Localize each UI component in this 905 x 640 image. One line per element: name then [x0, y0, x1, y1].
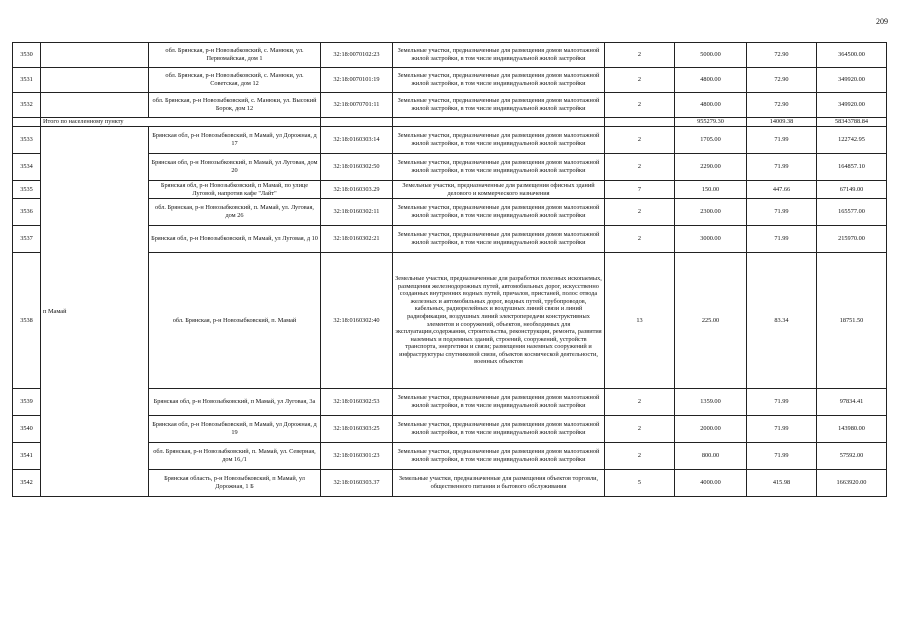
group-cell: 2	[605, 127, 675, 154]
group-cell: 2	[605, 199, 675, 226]
row-number: 3538	[13, 253, 41, 389]
empty-cell	[321, 118, 393, 127]
land-registry-table	[12, 42, 887, 497]
cadastral-number-cell: 32:18:0070101:19	[321, 68, 393, 93]
table-row	[13, 68, 887, 93]
value-cell: 164857.10	[817, 154, 887, 181]
address-cell: обл. Брянская, р-н Новозыбковский, п. Мамай	[149, 253, 321, 389]
address-cell: обл. Брянская, р-н Новозыбковский, с. Манюки, ул. Первомайская, дом 1	[149, 43, 321, 68]
area-cell: 1359.00	[675, 389, 747, 416]
value-cell: 1663920.00	[817, 470, 887, 497]
group-cell: 2	[605, 68, 675, 93]
cadastral-number-cell: 32:18:0160302:53	[321, 389, 393, 416]
area-cell: 2000.00	[675, 416, 747, 443]
value-cell: 97834.41	[817, 389, 887, 416]
rate-cell: 83.34	[747, 253, 817, 389]
row-number: 3542	[13, 470, 41, 497]
cadastral-number-cell: 32:18:0160302:21	[321, 226, 393, 253]
value-cell: 67149.00	[817, 181, 887, 199]
value-cell: 165577.00	[817, 199, 887, 226]
rate-cell: 415.98	[747, 470, 817, 497]
address-cell: обл. Брянская, р-н Новозыбковский, с. Манюки, ул. Советская, дом 12	[149, 68, 321, 93]
area-cell: 4000.00	[675, 470, 747, 497]
total-label: Итого по населенному пункту	[41, 118, 321, 127]
address-cell: Брянская область, р-н Новозыбковский, п Мамай, ул Дорожная, 1 Б	[149, 470, 321, 497]
address-cell: Брянская обл, р-н Новозыбковский, п Мамай, ул Дорожная, д 19	[149, 416, 321, 443]
settlement-cell	[41, 68, 149, 93]
cadastral-number-cell: 32:18:0160303:25	[321, 416, 393, 443]
row-number: 3530	[13, 43, 41, 68]
group-cell: 2	[605, 154, 675, 181]
land-use-cell: Земельные участки, предназначенные для размещения домов малоэтажной жилой застройки, в том числе индивидуальной жилой застройки	[393, 416, 605, 443]
row-number: 3531	[13, 68, 41, 93]
row-number: 3536	[13, 199, 41, 226]
group-cell: 2	[605, 226, 675, 253]
group-cell: 2	[605, 389, 675, 416]
area-cell: 800.00	[675, 443, 747, 470]
empty-cell	[393, 118, 605, 127]
address-cell: обл. Брянская, р-н Новозыбковский, с. Манюки, ул. Высокий Борок, дом 12	[149, 93, 321, 118]
cadastral-number-cell: 32:18:0160303.37	[321, 470, 393, 497]
row-number: 3535	[13, 181, 41, 199]
group-cell: 7	[605, 181, 675, 199]
table-row	[13, 93, 887, 118]
address-cell: Брянская обл, р-н Новозыбковский, п Мамай, ул Дорожная, д 17	[149, 127, 321, 154]
rate-cell: 71.99	[747, 127, 817, 154]
rate-cell: 447.66	[747, 181, 817, 199]
rate-cell: 71.99	[747, 416, 817, 443]
group-cell: 2	[605, 93, 675, 118]
cadastral-number-cell: 32:18:0160303.29	[321, 181, 393, 199]
row-number: 3534	[13, 154, 41, 181]
group-cell: 2	[605, 443, 675, 470]
row-number: 3539	[13, 389, 41, 416]
value-cell: 349920.00	[817, 68, 887, 93]
row-number: 3533	[13, 127, 41, 154]
total-rate: 14009.38	[747, 118, 817, 127]
land-use-cell: Земельные участки, предназначенные для размещения домов малоэтажной жилой застройки, в том числе индивидуальной жилой застройки	[393, 443, 605, 470]
area-cell: 2290.00	[675, 154, 747, 181]
empty-cell	[13, 118, 41, 127]
land-use-cell: Земельные участки, предназначенные для размещения домов малоэтажной жилой застройки, в том числе индивидуальной жилой застройки	[393, 389, 605, 416]
settlement-cell	[41, 43, 149, 68]
address-cell: Брянская обл, р-н Новозыбковский, п Мамай, ул Луговая, д 10	[149, 226, 321, 253]
value-cell: 364500.00	[817, 43, 887, 68]
group-cell: 2	[605, 43, 675, 68]
address-cell: Брянская обл, р-н Новозыбковский, п Мамай, ул Луговая, дом 20	[149, 154, 321, 181]
land-use-cell: Земельные участки, предназначенные для размещения домов малоэтажной жилой застройки, в том числе индивидуальной жилой застройки	[393, 199, 605, 226]
total-area: 955279.30	[675, 118, 747, 127]
total-value: 58343788.84	[817, 118, 887, 127]
value-cell: 215970.00	[817, 226, 887, 253]
rate-cell: 71.99	[747, 226, 817, 253]
rate-cell: 71.99	[747, 199, 817, 226]
cadastral-number-cell: 32:18:0160302:50	[321, 154, 393, 181]
rate-cell: 71.99	[747, 443, 817, 470]
settlement-name: п Мамай	[41, 127, 149, 497]
area-cell: 5000.00	[675, 43, 747, 68]
rate-cell: 72.90	[747, 43, 817, 68]
value-cell: 143980.00	[817, 416, 887, 443]
value-cell: 122742.95	[817, 127, 887, 154]
cadastral-number-cell: 32:18:0160303:14	[321, 127, 393, 154]
cadastral-number-cell: 32:18:0070701:11	[321, 93, 393, 118]
land-use-cell: Земельные участки, предназначенные для размещения домов малоэтажной жилой застройки, в том числе индивидуальной жилой застройки	[393, 68, 605, 93]
row-number: 3540	[13, 416, 41, 443]
area-cell: 3000.00	[675, 226, 747, 253]
total-row	[13, 118, 887, 127]
area-cell: 4800.00	[675, 68, 747, 93]
land-use-cell: Земельные участки, предназначенные для разработки полезных ископаемых, размещения железнодорожных путей, автомобильных дорог, искусственно созданных внутренних водных путей, причалов, пристаней, полос отвода железных и автомобильных дорог, водных путей, трубопроводов, кабельных, радиорелейных и воздушных линий связи и линий радиофикации, воздушных линий электропередачи конструктивных элементов и сооружений, объектов, необходимых для эксплуатации,содержания, строительства, реконструкции, ремонта, развития наземных и подземных зданий, строений, сооружений, устройств транспорта, энергетики и связи; размещения наземных сооружений и инфраструктуры спутниковой связи, объектов космической деятельности, военных объектов	[393, 253, 605, 389]
table-row	[13, 127, 887, 154]
empty-cell	[605, 118, 675, 127]
settlement-cell	[41, 93, 149, 118]
cadastral-number-cell: 32:18:0070102:23	[321, 43, 393, 68]
address-cell: Брянская обл, р-н Новозыбковский, п Мамай, по улице Луговой, напротив кафе "Лайт"	[149, 181, 321, 199]
rate-cell: 72.90	[747, 68, 817, 93]
page-number: 209	[876, 17, 888, 26]
land-use-cell: Земельные участки, предназначенные для размещения домов малоэтажной жилой застройки, в том числе индивидуальной жилой застройки	[393, 93, 605, 118]
rate-cell: 71.99	[747, 389, 817, 416]
land-use-cell: Земельные участки, предназначенные для размещения домов малоэтажной жилой застройки, в том числе индивидуальной жилой застройки	[393, 226, 605, 253]
area-cell: 225.00	[675, 253, 747, 389]
area-cell: 4800.00	[675, 93, 747, 118]
value-cell: 349920.00	[817, 93, 887, 118]
area-cell: 150.00	[675, 181, 747, 199]
cadastral-number-cell: 32:18:0160302:40	[321, 253, 393, 389]
table-row	[13, 43, 887, 68]
value-cell: 57592.00	[817, 443, 887, 470]
address-cell: обл. Брянская, р-н Новозыбковский, п. Мамай, ул. Северная, дом 16,/1	[149, 443, 321, 470]
row-number: 3537	[13, 226, 41, 253]
land-use-cell: Земельные участки, предназначенные для размещения домов малоэтажной жилой застройки, в том числе индивидуальной жилой застройки	[393, 43, 605, 68]
cadastral-number-cell: 32:18:0160301:23	[321, 443, 393, 470]
address-cell: обл. Брянская, р-н Новозыбковский, п. Мамай, ул. Луговая, дом 26	[149, 199, 321, 226]
land-use-cell: Земельные участки, предназначенные для размещения домов малоэтажной жилой застройки, в том числе индивидуальной жилой застройки	[393, 154, 605, 181]
value-cell: 18751.50	[817, 253, 887, 389]
area-cell: 1705.00	[675, 127, 747, 154]
land-use-cell: Земельные участки, предназначенные для размещения объектов торговли, общественного питания и бытового обслуживания	[393, 470, 605, 497]
rate-cell: 71.99	[747, 154, 817, 181]
cadastral-number-cell: 32:18:0160302:11	[321, 199, 393, 226]
land-use-cell: Земельные участки, предназначенные для размещения домов малоэтажной жилой застройки, в том числе индивидуальной жилой застройки	[393, 127, 605, 154]
group-cell: 13	[605, 253, 675, 389]
area-cell: 2300.00	[675, 199, 747, 226]
row-number: 3532	[13, 93, 41, 118]
rate-cell: 72.90	[747, 93, 817, 118]
group-cell: 2	[605, 416, 675, 443]
address-cell: Брянская обл, р-н Новозыбковский, п Мамай, ул Луговая, 3а	[149, 389, 321, 416]
group-cell: 5	[605, 470, 675, 497]
row-number: 3541	[13, 443, 41, 470]
land-use-cell: Земельные участки, предназначенные для размещения офисных зданий делового и коммерческого назначения	[393, 181, 605, 199]
